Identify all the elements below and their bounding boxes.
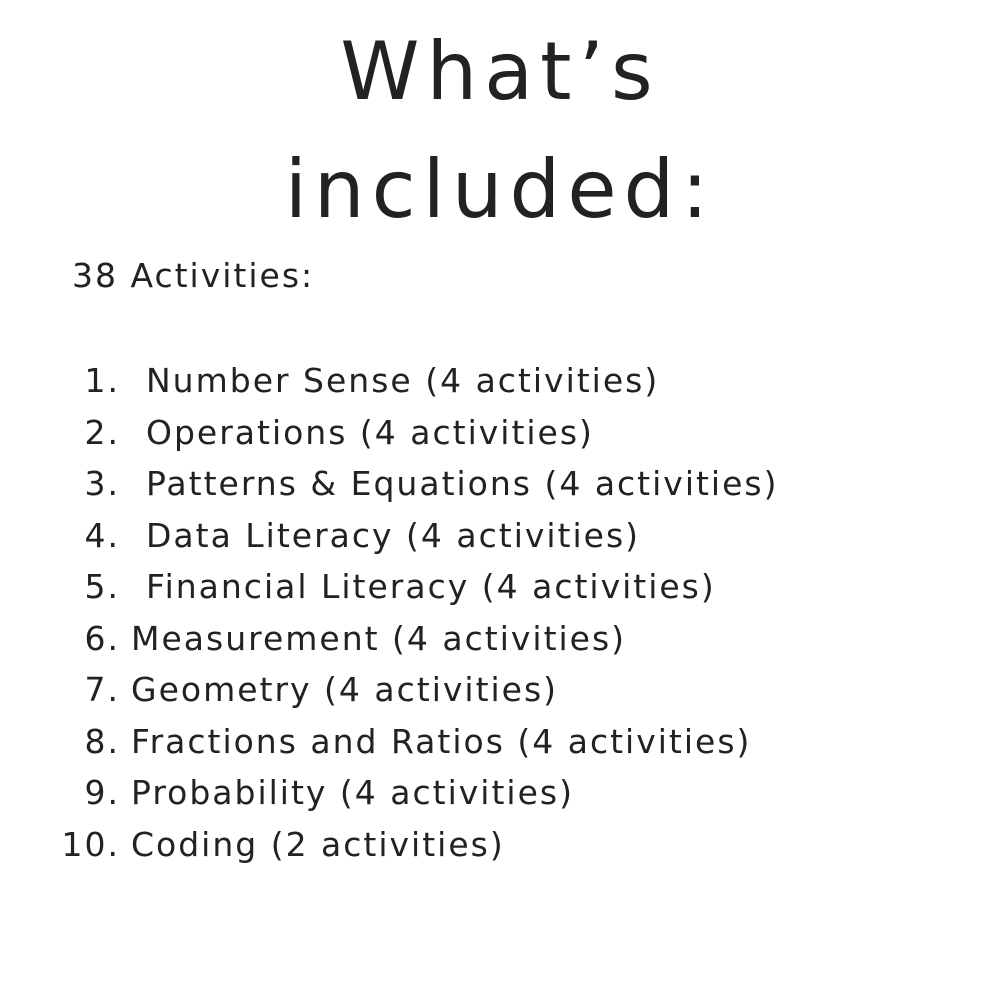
list-item-label: Data Literacy (4 activities): [146, 515, 641, 555]
list-item: [0, 461, 1000, 513]
list-item-number: 4.: [84, 515, 120, 555]
list-item-number: 3.: [84, 464, 120, 503]
list-item-number: 1.: [84, 361, 120, 400]
list-item: [0, 513, 1000, 565]
list-item-label: Probability (4 activities): [131, 773, 574, 812]
list-item: [0, 358, 1000, 410]
list-item-number: 9.: [84, 773, 120, 812]
list-item-label: Coding (2 activities): [131, 824, 505, 864]
list-item-number: 7.: [84, 670, 120, 709]
list-item-number: 6.: [84, 618, 120, 658]
list-item: [0, 719, 1000, 771]
activities-count-heading: 38 Activities:: [72, 256, 315, 295]
activities-list: [0, 358, 1000, 873]
list-item: [0, 410, 1000, 462]
list-item-label: Number Sense (4 activities): [146, 361, 660, 400]
list-item-number: 10.: [61, 824, 120, 864]
list-item-number: 5.: [84, 567, 120, 606]
page-title-line-2: included:: [284, 143, 716, 236]
list-item: [0, 667, 1000, 719]
list-item: [0, 822, 1000, 874]
list-item: [0, 564, 1000, 616]
list-item: [0, 616, 1000, 668]
list-item-label: Measurement (4 activities): [131, 618, 627, 658]
page-title-line-1: What’s: [340, 25, 660, 118]
list-item: [0, 770, 1000, 822]
list-item-label: Patterns & Equations (4 activities): [146, 464, 779, 503]
list-item-label: Fractions and Ratios (4 activities): [131, 721, 752, 761]
list-item-label: Financial Literacy (4 activities): [146, 567, 716, 606]
list-item-label: Operations (4 activities): [146, 412, 594, 452]
list-item-number: 8.: [84, 721, 120, 761]
list-item-label: Geometry (4 activities): [131, 670, 559, 709]
list-item-number: 2.: [84, 412, 120, 452]
